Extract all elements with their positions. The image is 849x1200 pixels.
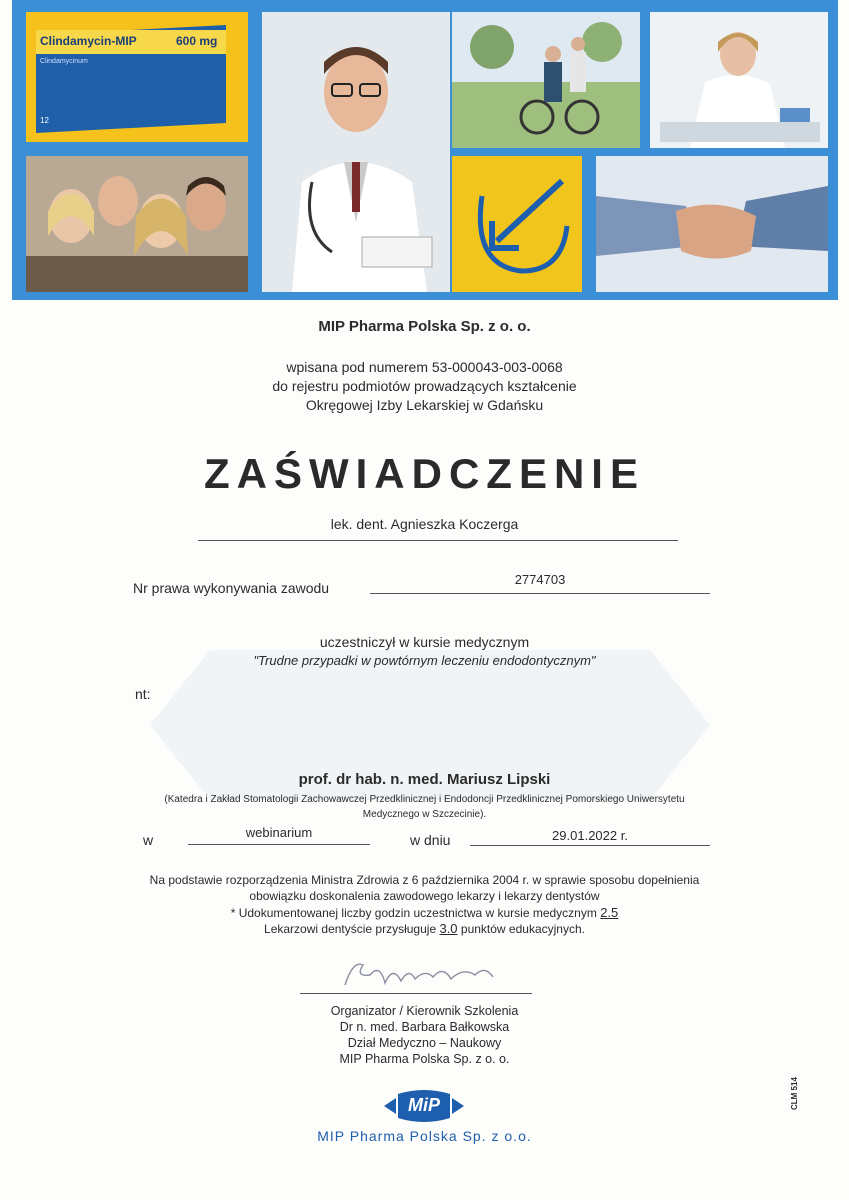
legal-line-2: obowiązku doskonalenia zawodowego lekarzy i lekarzy dentystów [249,889,600,903]
legal-hours-value: 2.5 [600,905,619,920]
place-label: w [143,832,154,848]
registry-line-1: wpisana pod numerem 53-000043-003-0068 [286,359,563,375]
arrow-icon-tile [452,156,582,292]
registry-line-2: do rejestru podmiotów prowadzących kształcenie [272,378,577,394]
product-sub: Clindamycinum [40,58,88,65]
signature-line-4: MIP Pharma Polska Sp. z o. o. [339,1052,510,1066]
lecturer-name: prof. dr hab. n. med. Mariusz Lipski [298,771,551,788]
place-underline [188,844,370,845]
photo-banner [12,0,838,300]
handwritten-signature [335,955,505,995]
signature-underline [300,993,532,994]
license-label: Nr prawa wykonywania zawodu [133,580,330,596]
date-label: w dniu [410,832,451,848]
legal-line-4 [0,921,849,936]
license-number: 2774703 [514,572,566,587]
legal-points-suffix: punktów edukacyjnych. [460,922,585,936]
legal-hours-label: * Udokumentowanej liczby godzin uczestnictwa w kursie medycznym [230,906,597,920]
handshake-photo-tile [596,156,828,292]
signature-line-1: Organizator / Kierownik Szkolenia [330,1004,519,1018]
lecturer-affiliation-1: (Katedra i Zakład Stomatologii Zachowawczej Przedklinicznej i Endodoncji Przedklinicznej Pomorskiego Uniwersytetu [164,794,685,805]
product-count: 12 [40,116,49,125]
registry-line-3: Okręgowej Izby Lekarskiej w Gdańsku [305,397,544,413]
lab-photo-tile [650,12,828,148]
signature-line-2: Dr n. med. Barbara Bałkowska [339,1020,510,1034]
product-name: Clindamycin-MIP [40,34,137,48]
issuer-name: MIP Pharma Polska Sp. z o. o. [318,318,531,335]
mip-logo [384,1088,464,1124]
license-underline [370,593,710,594]
date-underline [470,845,710,846]
product-dose: 600 mg [176,34,218,48]
legal-points-value: 3.0 [439,921,458,936]
course-name: "Trudne przypadki w powtórnym leczeniu endodontycznym" [253,653,596,668]
recipient-underline [198,540,678,541]
product-box-tile [26,12,248,142]
legal-line-3 [0,905,849,920]
place-value: webinarium [245,825,313,840]
lecturer-affiliation-2: Medycznego w Szczecinie). [362,809,487,820]
family-photo-tile [26,156,248,292]
mip-logo-text: MiP [407,1095,440,1115]
nt-label: nt: [135,686,151,702]
legal-line-1: Na podstawie rozporządzenia Ministra Zdrowia z 6 października 2004 r. w sprawie sposobu dopełnienia [149,873,700,887]
form-code: CLM 514 [790,1077,799,1110]
footer-company: MIP Pharma Polska Sp. z o.o. [317,1128,532,1144]
date-value: 29.01.2022 r. [552,828,628,843]
arrow-icon [452,156,582,292]
signature-line-3: Dział Medyczno – Naukowy [347,1036,502,1050]
recipient-name: lek. dent. Agnieszka Koczerga [330,516,519,532]
doctor-photo-tile [262,12,450,292]
document-title: ZAŚWIADCZENIE [204,450,645,497]
cyclists-photo-tile [452,12,640,148]
course-intro: uczestniczył w kursie medycznym [319,634,530,650]
legal-points-label: Lekarzowi dentyście przysługuje [264,922,437,936]
